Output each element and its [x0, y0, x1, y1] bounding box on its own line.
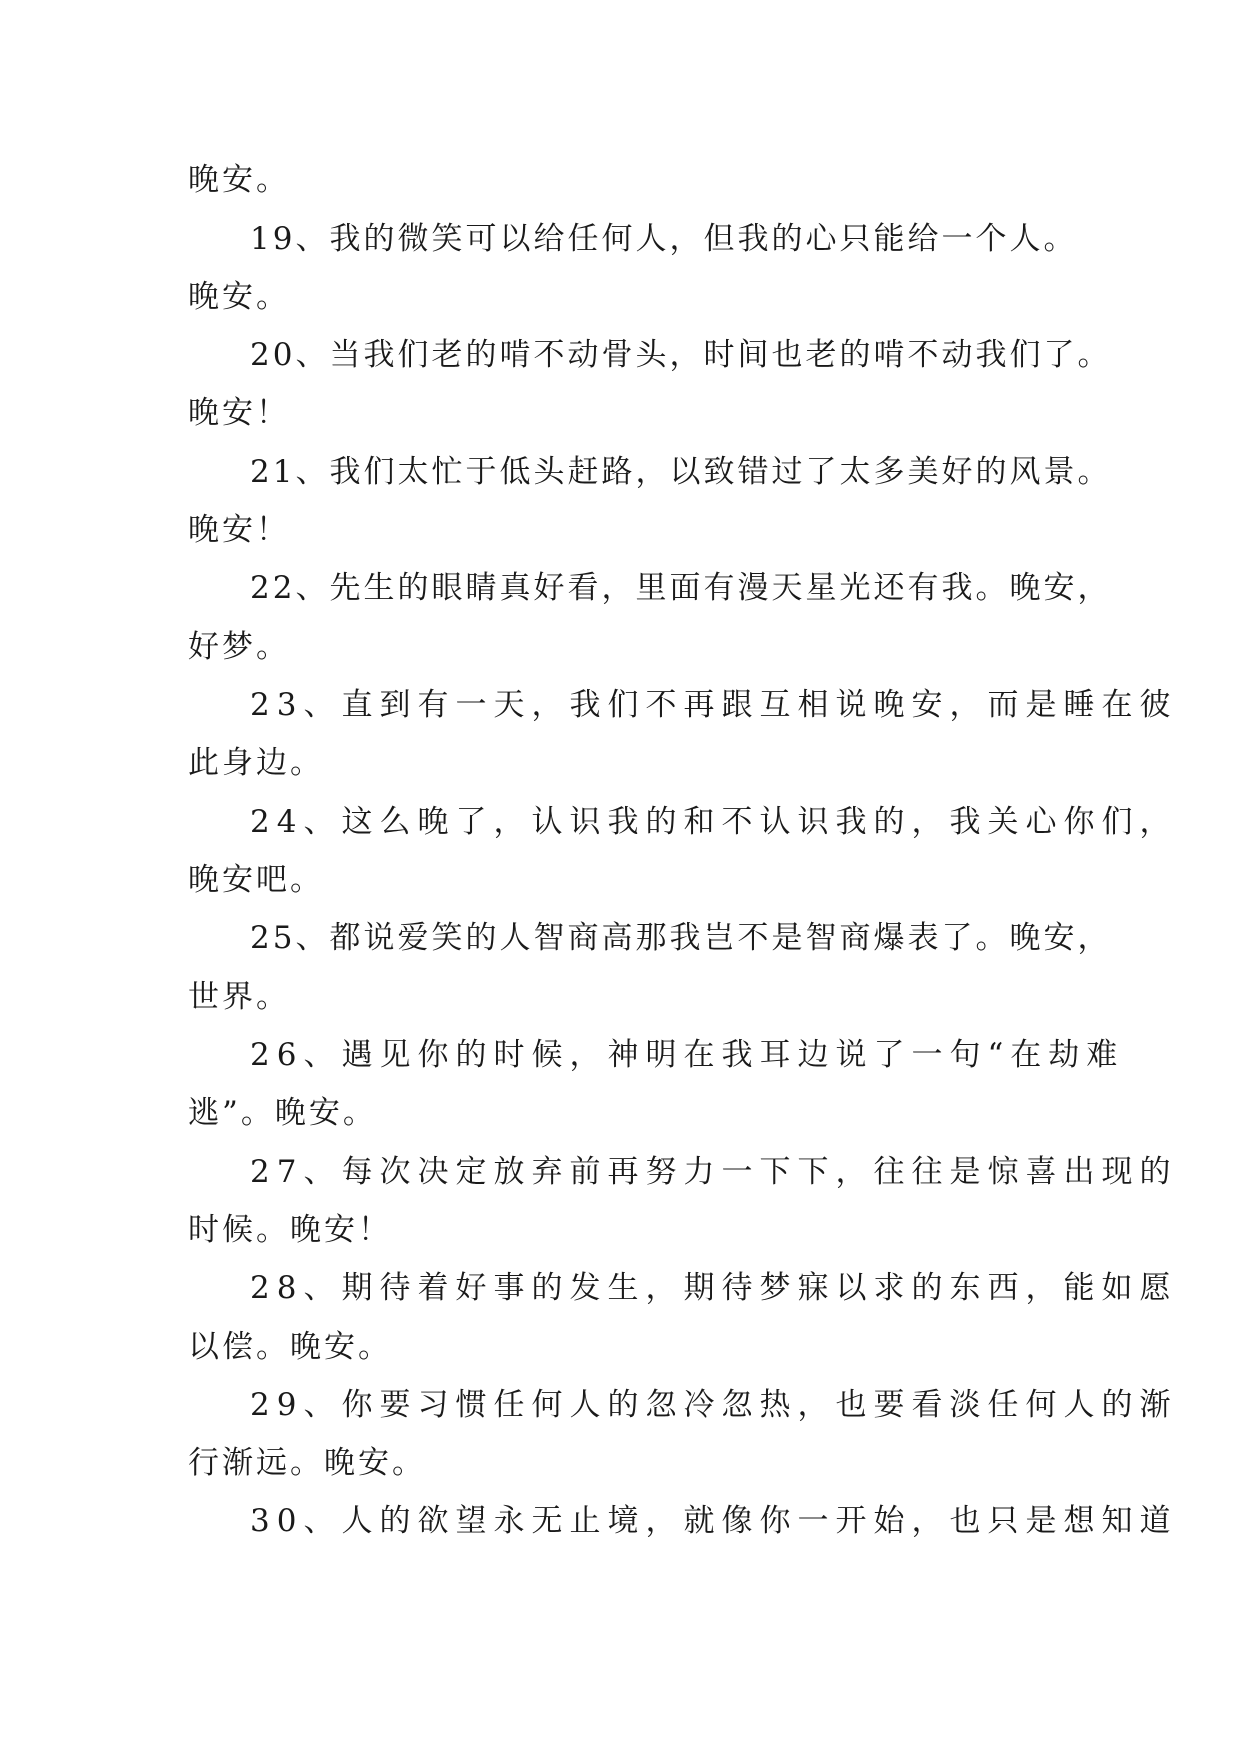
text-line: 26、遇见你的时候，神明在我耳边说了一句“在劫难	[250, 1037, 1125, 1073]
text-line: 晚安！	[188, 395, 290, 431]
text-line: 25、都说爱笑的人智商高那我岂不是智商爆表了。晚安，	[250, 920, 1112, 956]
text-line: 世界。	[188, 979, 290, 1015]
text-line: 22、先生的眼睛真好看，里面有漫天星光还有我。晚安，	[250, 570, 1112, 606]
text-line: 23、直到有一天，我们不再跟互相说晚安，而是睡在彼	[250, 687, 1178, 723]
text-line: 29、你要习惯任何人的忽冷忽热，也要看淡任何人的渐	[250, 1387, 1178, 1423]
text-line: 晚安！	[188, 512, 290, 548]
text-line: 27、每次决定放弃前再努力一下下，往往是惊喜出现的	[250, 1154, 1178, 1190]
text-line: 逃”。晚安。	[188, 1095, 377, 1131]
text-line: 以偿。晚安。	[188, 1329, 392, 1365]
text-line: 30、人的欲望永无止境，就像你一开始，也只是想知道	[250, 1503, 1178, 1539]
text-line: 好梦。	[188, 629, 290, 665]
text-line: 19、我的微笑可以给任何人，但我的心只能给一个人。	[250, 221, 1078, 257]
text-line: 21、我们太忙于低头赶路，以致错过了太多美好的风景。	[250, 454, 1112, 490]
text-line: 28、期待着好事的发生，期待梦寐以求的东西，能如愿	[250, 1270, 1178, 1306]
text-line: 晚安。	[188, 162, 290, 198]
text-line: 时候。晚安！	[188, 1212, 392, 1248]
text-line: 行渐远。晚安。	[188, 1445, 426, 1481]
text-line: 24、这么晚了，认识我的和不认识我的，我关心你们，	[250, 804, 1178, 840]
text-line: 晚安吧。	[188, 862, 324, 898]
text-line: 晚安。	[188, 279, 290, 315]
text-line: 20、当我们老的啃不动骨头，时间也老的啃不动我们了。	[250, 337, 1112, 373]
text-line: 此身边。	[188, 745, 324, 781]
